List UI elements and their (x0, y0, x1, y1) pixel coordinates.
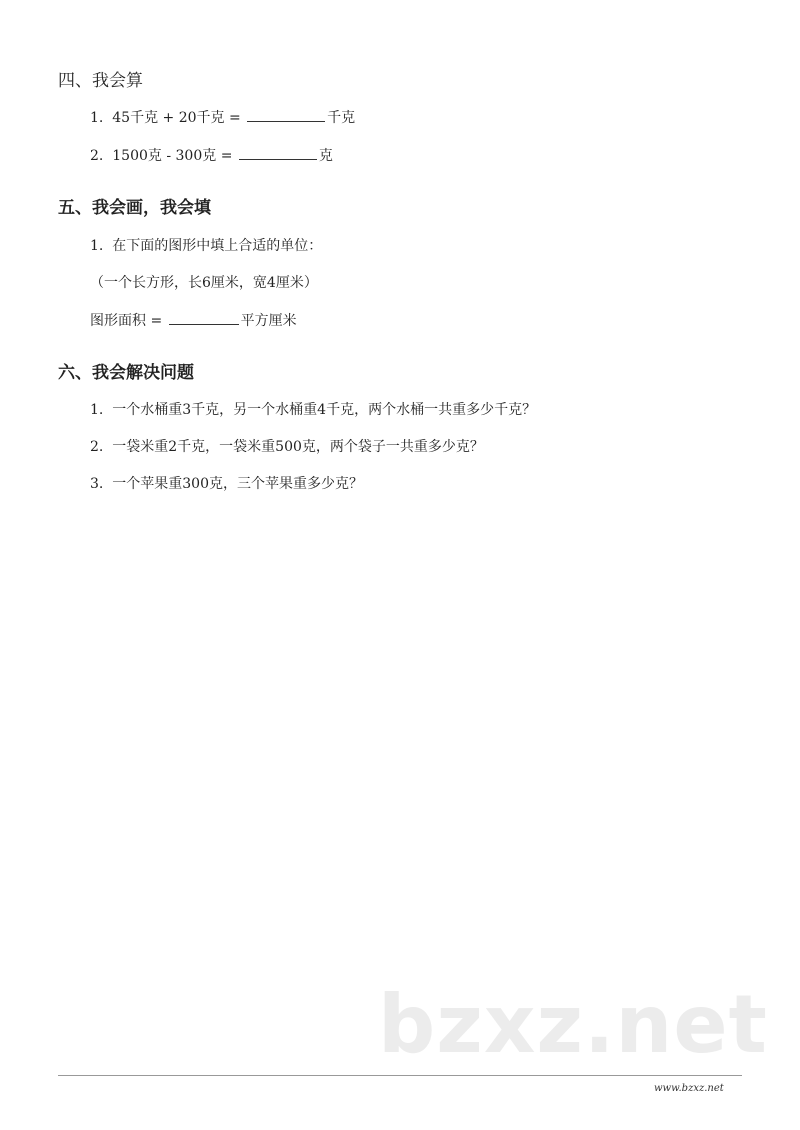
footer-divider (58, 1075, 742, 1076)
answer-unit: 克 (318, 148, 333, 164)
question-4-1 (90, 107, 355, 127)
footer-url: www.bzxz.net (654, 1083, 724, 1094)
question-number: 2. (90, 439, 104, 455)
answer-blank[interactable] (169, 310, 239, 325)
question-text: 一个苹果重300克，三个苹果重多少克？ (112, 476, 363, 492)
answer-blank[interactable] (247, 107, 325, 122)
watermark: bzxz.net (378, 978, 768, 1071)
question-number: 1. (90, 402, 104, 418)
question-text: 一袋米重2千克，一袋米重500克，两个袋子一共重多少克？ (112, 439, 484, 455)
question-5-1 (90, 235, 322, 255)
question-text: 1500克 - 300克 = (112, 148, 233, 164)
question-number: 2. (90, 148, 104, 164)
section-4-heading: 四、我会算 (58, 71, 143, 91)
section-6-heading: 六、我会解决问题 (58, 363, 194, 383)
question-text: 45千克 + 20千克 = (112, 110, 241, 126)
area-label: 图形面积 = (90, 313, 163, 329)
section-5-heading: 五、我会画，我会填 (58, 198, 211, 218)
rectangle-note: （一个长方形，长6厘米，宽4厘米） (90, 275, 318, 291)
question-6-1 (90, 399, 536, 419)
area-unit: 平方厘米 (240, 313, 297, 329)
question-number: 1. (90, 238, 104, 254)
question-4-2 (90, 145, 333, 165)
question-number: 3. (90, 476, 104, 492)
question-text: 一个水桶重3千克，另一个水桶重4千克，两个水桶一共重多少千克？ (112, 402, 537, 418)
question-6-3 (90, 473, 363, 493)
question-number: 1. (90, 110, 104, 126)
answer-blank[interactable] (239, 145, 317, 160)
question-6-2 (90, 436, 484, 456)
question-text: 在下面的图形中填上合适的单位： (112, 238, 323, 254)
area-line (90, 310, 297, 330)
answer-unit: 千克 (327, 110, 356, 126)
